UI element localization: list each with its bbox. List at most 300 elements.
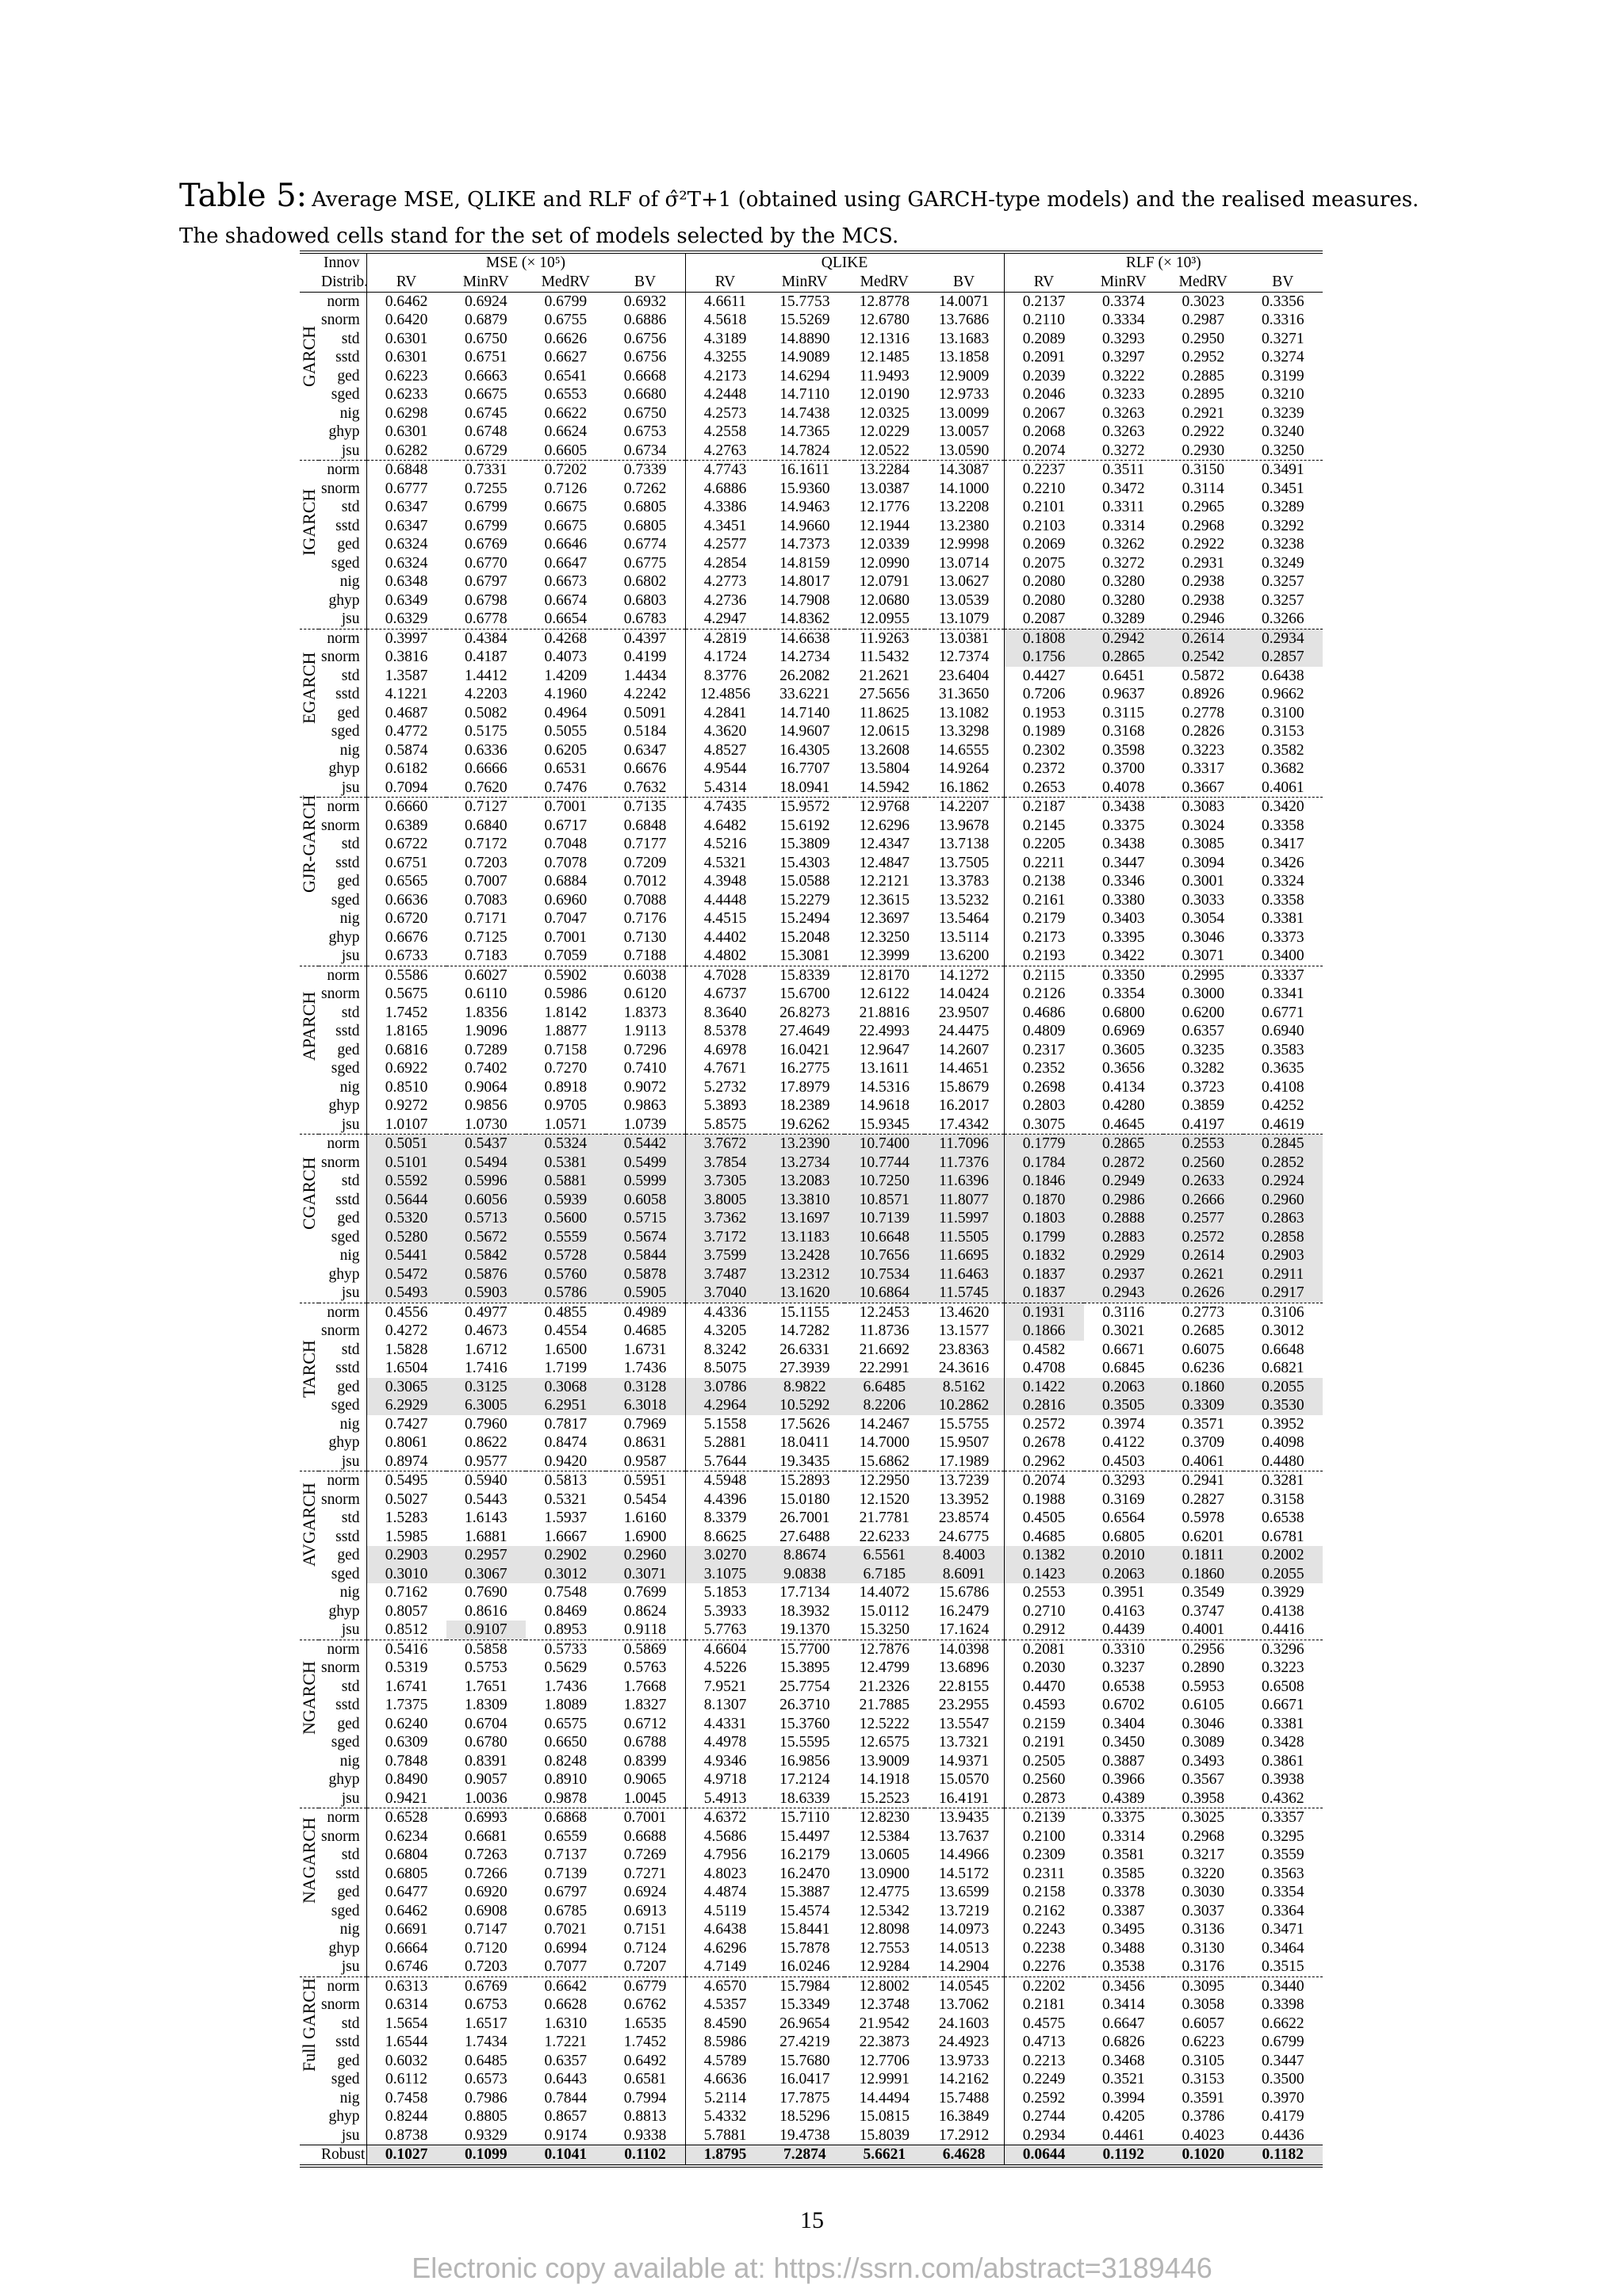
value-cell: 0.9174 (544, 2126, 588, 2144)
value-cell: 0.6803 (623, 591, 667, 609)
value-cell: 0.3380 (1101, 891, 1145, 909)
value-cell: 0.6922 (385, 1060, 428, 1077)
value-cell: 0.6581 (623, 2071, 667, 2087)
value-cell: 0.2030 (1004, 1659, 1084, 1678)
value-cell: 14.1000 (938, 480, 990, 497)
value-cell: 14.8890 (779, 330, 830, 347)
value-cell: 0.6282 (385, 442, 428, 459)
value-cell: 0.2039 (1004, 367, 1084, 386)
value-cell: 0.5674 (606, 1228, 686, 1247)
value-cell: 0.3583 (1261, 1041, 1304, 1058)
value-cell: 0.5644 (366, 1191, 446, 1210)
value-cell: 0.3581 (1101, 1846, 1145, 1863)
value-cell: 0.2161 (1004, 891, 1084, 910)
value-cell: 0.2542 (1163, 648, 1243, 667)
col-medrv: MedRV (845, 273, 925, 293)
distribution-cell: ged (319, 535, 366, 554)
table-row (300, 330, 1323, 349)
value-cell: 1.5985 (385, 1528, 428, 1545)
value-cell: 11.8736 (859, 1322, 910, 1339)
value-cell: 13.3810 (765, 1191, 845, 1210)
table-row (300, 1096, 1323, 1115)
col-rv: RV (1004, 273, 1084, 293)
value-cell: 8.4590 (685, 2015, 765, 2034)
value-cell: 11.7376 (925, 1154, 1005, 1173)
value-cell: 0.3493 (1182, 1752, 1225, 1770)
value-cell: 16.0417 (779, 2071, 830, 2087)
value-cell: 3.7599 (685, 1246, 765, 1265)
robust-label: Robust (319, 2145, 366, 2166)
value-cell: 1.5937 (544, 1510, 588, 1526)
value-cell: 0.1832 (1004, 1246, 1084, 1265)
value-cell: 26.7001 (779, 1510, 830, 1526)
value-cell: 24.3616 (938, 1360, 990, 1376)
value-cell: 16.2479 (938, 1602, 990, 1620)
distribution-cell: ghyp (319, 591, 366, 610)
value-cell: 0.3239 (1261, 404, 1304, 422)
value-cell: 0.2210 (1004, 480, 1084, 499)
value-cell: 4.9718 (685, 1770, 765, 1789)
distribution-cell: sstd (319, 517, 366, 536)
value-cell: 13.0900 (859, 1865, 910, 1882)
value-cell: 0.3317 (1182, 760, 1225, 777)
value-cell: 0.8248 (544, 1752, 588, 1770)
value-cell: 5.2881 (685, 1433, 765, 1452)
value-cell: 9.0838 (765, 1565, 845, 1584)
value-cell: 0.2075 (1004, 554, 1084, 573)
value-cell: 0.6753 (464, 1996, 508, 2013)
value-cell: 0.6660 (366, 798, 446, 817)
value-cell: 0.6309 (385, 1734, 428, 1751)
value-cell: 10.7139 (845, 1209, 925, 1228)
value-cell: 0.3786 (1182, 2108, 1225, 2125)
value-cell: 1.0571 (544, 1115, 588, 1133)
value-cell: 0.3238 (1261, 536, 1304, 553)
value-cell: 14.8362 (779, 610, 830, 627)
value-cell: 0.6057 (1182, 2015, 1225, 2032)
table-row (300, 572, 1323, 591)
value-cell: 0.5559 (526, 1228, 606, 1247)
value-cell: 0.5437 (446, 1135, 527, 1154)
table-row (300, 1996, 1323, 2015)
value-cell: 0.2158 (1004, 1883, 1084, 1902)
value-cell: 0.6802 (623, 573, 667, 590)
value-cell: 13.9733 (938, 2052, 990, 2069)
table-row (300, 1022, 1323, 1041)
value-cell: 0.6769 (464, 536, 508, 553)
value-cell: 0.2137 (1004, 292, 1084, 311)
value-cell: 14.4494 (859, 2089, 910, 2107)
value-cell: 1.6667 (544, 1528, 588, 1545)
distribution-cell: jsu (319, 2126, 366, 2145)
value-cell: 12.6780 (859, 312, 910, 328)
value-cell: 0.3296 (1243, 1640, 1323, 1659)
table-row (300, 1378, 1323, 1397)
value-cell: 0.7127 (446, 798, 527, 817)
value-cell: 4.3205 (685, 1322, 765, 1341)
value-cell: 0.3723 (1182, 1078, 1225, 1096)
value-cell: 4.7956 (685, 1846, 765, 1865)
value-cell: 5.7763 (685, 1621, 765, 1640)
value-cell: 0.9878 (544, 1789, 588, 1807)
table-row (300, 423, 1323, 442)
robust-spacer (300, 2145, 319, 2166)
value-cell: 4.9544 (685, 760, 765, 779)
value-cell: 4.4978 (685, 1733, 765, 1752)
value-cell: 0.4362 (1261, 1789, 1304, 1807)
distribution-cell: sged (319, 1059, 366, 1078)
value-cell: 21.8816 (859, 1004, 910, 1021)
value-cell: 0.3378 (1101, 1884, 1145, 1900)
value-cell: 0.3293 (1084, 1471, 1164, 1490)
distrib-header: Distrib. (319, 273, 366, 293)
value-cell: 0.6848 (623, 817, 667, 834)
value-cell: 1.7452 (623, 2034, 667, 2050)
distribution-cell: jsu (319, 1621, 366, 1640)
value-cell: 3.7172 (685, 1228, 765, 1247)
value-cell: 0.4470 (1004, 1678, 1084, 1697)
value-cell: 18.6339 (779, 1789, 830, 1807)
value-cell: 0.6924 (623, 1884, 667, 1900)
value-cell: 24.6775 (938, 1528, 990, 1545)
value-cell: 14.2607 (938, 1041, 990, 1058)
value-cell: 0.6462 (385, 1902, 428, 1919)
distribution-cell: std (319, 667, 366, 686)
value-cell: 0.7458 (385, 2089, 428, 2107)
value-cell: 4.7671 (685, 1059, 765, 1078)
robust-value-cell: 0.1102 (606, 2145, 686, 2166)
value-cell: 1.6881 (464, 1528, 508, 1545)
value-cell: 0.6704 (464, 1715, 508, 1732)
value-cell: 0.6676 (623, 760, 667, 777)
value-cell: 0.3495 (1101, 1921, 1145, 1938)
table-row (300, 741, 1323, 760)
value-cell: 0.6780 (464, 1734, 508, 1751)
value-cell: 0.5999 (606, 1172, 686, 1191)
distribution-cell: sstd (319, 1022, 366, 1041)
value-cell: 4.6636 (685, 2070, 765, 2089)
value-cell: 12.7553 (859, 1939, 910, 1957)
value-cell: 0.3314 (1101, 517, 1145, 534)
table-row (300, 1415, 1323, 1434)
value-cell: 0.2080 (1004, 591, 1084, 610)
value-cell: 0.6675 (464, 386, 508, 403)
value-cell: 22.2991 (859, 1360, 910, 1376)
value-cell: 5.8575 (685, 1115, 765, 1135)
value-cell: 1.5283 (385, 1510, 428, 1526)
value-cell: 0.7848 (385, 1752, 428, 1770)
value-cell: 0.3000 (1182, 985, 1225, 1002)
value-cell: 0.3505 (1084, 1396, 1164, 1415)
table-row (300, 1696, 1323, 1715)
value-cell: 13.1683 (938, 330, 990, 347)
value-cell: 0.2063 (1084, 1378, 1164, 1397)
value-cell: 0.7176 (623, 910, 667, 927)
value-cell: 0.4134 (1101, 1078, 1145, 1096)
value-cell: 10.7400 (845, 1135, 925, 1154)
value-cell: 0.2938 (1182, 591, 1225, 609)
value-cell: 0.6745 (464, 404, 508, 422)
value-cell: 16.3849 (938, 2108, 990, 2125)
value-cell: 0.5600 (526, 1209, 606, 1228)
value-cell: 0.6751 (385, 854, 428, 871)
table-row (300, 1939, 1323, 1958)
value-cell: 4.2448 (685, 385, 765, 404)
value-cell: 17.5626 (779, 1415, 830, 1433)
value-cell: 0.6654 (544, 610, 588, 627)
value-cell: 13.9435 (925, 1808, 1005, 1827)
value-cell: 0.2852 (1243, 1154, 1323, 1173)
value-cell: 4.9346 (685, 1752, 765, 1771)
value-cell: 0.3309 (1163, 1396, 1243, 1415)
value-cell: 0.2827 (1182, 1490, 1225, 1508)
table-row (300, 610, 1323, 629)
value-cell: 4.6611 (685, 292, 765, 311)
value-cell: 0.8974 (385, 1452, 428, 1470)
distribution-cell: sged (319, 1396, 366, 1415)
distribution-cell: snorm (319, 1154, 366, 1173)
value-cell: 0.1784 (1004, 1154, 1084, 1173)
value-cell: 0.6626 (544, 330, 588, 347)
value-cell: 0.3700 (1101, 760, 1145, 777)
value-cell: 1.6731 (623, 1341, 667, 1358)
value-cell: 0.3280 (1101, 591, 1145, 609)
value-cell: 0.6528 (366, 1808, 446, 1827)
table-row (300, 1509, 1323, 1528)
distribution-cell: ghyp (319, 760, 366, 779)
value-cell: 0.8622 (464, 1434, 508, 1451)
value-cell: 0.6816 (385, 1041, 428, 1058)
value-cell: 0.3024 (1182, 817, 1225, 834)
value-cell: 0.4461 (1101, 2126, 1145, 2144)
value-cell: 0.4023 (1182, 2126, 1225, 2144)
value-cell: 27.4219 (779, 2034, 830, 2050)
value-cell: 8.8674 (765, 1546, 845, 1565)
value-cell: 14.1272 (925, 966, 1005, 985)
value-cell: 0.3970 (1261, 2089, 1304, 2107)
value-cell: 0.3295 (1261, 1827, 1304, 1845)
value-cell: 0.6451 (1101, 667, 1145, 684)
value-cell: 15.3809 (779, 836, 830, 852)
value-cell: 13.2380 (938, 517, 990, 534)
value-cell: 0.6565 (385, 873, 428, 890)
value-cell: 0.7083 (464, 891, 508, 909)
value-cell: 0.4416 (1261, 1621, 1304, 1638)
value-cell: 0.7048 (544, 836, 588, 852)
value-cell: 0.3128 (606, 1378, 686, 1397)
value-cell: 4.4396 (685, 1490, 765, 1510)
value-cell: 0.2145 (1004, 817, 1084, 836)
model-name: NAGARCH (299, 1816, 319, 1904)
value-cell: 12.6575 (859, 1734, 910, 1751)
distribution-cell: norm (319, 1303, 366, 1322)
value-cell: 4.7028 (685, 966, 765, 985)
value-cell: 0.3223 (1182, 741, 1225, 759)
value-cell: 0.6622 (544, 404, 588, 422)
table-header (300, 252, 1323, 292)
value-cell: 31.3650 (938, 686, 990, 702)
value-cell: 23.6404 (938, 667, 990, 684)
value-cell: 1.7436 (623, 1360, 667, 1376)
value-cell: 13.7239 (925, 1471, 1005, 1490)
value-cell: 0.2080 (1004, 572, 1084, 591)
value-cell: 17.2912 (938, 2126, 990, 2144)
value-cell: 0.6940 (1261, 1023, 1304, 1039)
value-cell: 14.0545 (925, 1976, 1005, 1996)
value-cell: 0.4061 (1182, 1452, 1225, 1470)
value-cell: 6.2951 (526, 1396, 606, 1415)
value-cell: 0.7410 (623, 1060, 667, 1077)
distribution-cell: nig (319, 1415, 366, 1434)
distribution-cell: sged (319, 891, 366, 910)
value-cell: 0.5592 (366, 1172, 446, 1191)
value-cell: 4.4331 (685, 1715, 765, 1734)
value-cell: 14.0071 (938, 293, 990, 310)
value-cell: 0.3310 (1084, 1640, 1164, 1659)
value-cell: 12.7706 (859, 2052, 910, 2069)
value-cell: 12.3748 (859, 1996, 910, 2013)
value-cell: 0.3263 (1101, 404, 1145, 422)
distribution-cell: std (319, 835, 366, 854)
value-cell: 0.6538 (1101, 1678, 1145, 1695)
value-cell: 0.3153 (1261, 723, 1304, 740)
value-cell: 0.6932 (623, 293, 667, 310)
value-cell: 13.7637 (938, 1827, 990, 1845)
value-cell: 14.6555 (938, 741, 990, 759)
table-row (300, 704, 1323, 723)
value-cell: 0.7960 (464, 1415, 508, 1433)
value-cell: 0.6756 (623, 349, 667, 365)
table-row (300, 817, 1323, 836)
value-cell: 15.7680 (779, 2052, 830, 2069)
value-cell: 12.5342 (859, 1902, 910, 1919)
value-cell: 0.6821 (1261, 1360, 1304, 1376)
table-row (300, 2015, 1323, 2034)
value-cell: 0.3364 (1261, 1902, 1304, 1919)
model-group-label (300, 1135, 319, 1303)
distribution-cell: sstd (319, 1696, 366, 1715)
distribution-cell: norm (319, 1976, 366, 1996)
value-cell: 0.6605 (544, 442, 588, 459)
value-cell: 10.5292 (765, 1396, 845, 1415)
value-cell: 0.2068 (1004, 423, 1084, 442)
value-cell: 4.3386 (685, 498, 765, 517)
value-cell: 0.3249 (1261, 554, 1304, 572)
table-row (300, 1471, 1323, 1490)
value-cell: 15.0112 (859, 1602, 910, 1620)
value-cell: 13.3298 (938, 723, 990, 740)
value-cell: 0.2968 (1182, 1827, 1225, 1845)
value-cell: 3.7362 (685, 1209, 765, 1228)
value-cell: 0.3404 (1101, 1715, 1145, 1732)
value-cell: 15.3250 (859, 1621, 910, 1638)
distribution-cell: ged (319, 704, 366, 723)
value-cell: 0.4645 (1101, 1115, 1145, 1133)
value-cell: 0.7147 (464, 1921, 508, 1938)
value-cell: 0.6443 (544, 2071, 588, 2087)
value-cell: 0.3559 (1261, 1846, 1304, 1863)
value-cell: 0.4272 (385, 1322, 428, 1339)
value-cell: 15.2048 (779, 928, 830, 946)
value-cell: 0.3100 (1261, 704, 1304, 721)
value-cell: 4.1221 (385, 686, 428, 702)
table-row (300, 2033, 1323, 2052)
value-cell: 0.4977 (446, 1303, 527, 1322)
value-cell: 0.2929 (1084, 1246, 1164, 1265)
model-group-label (299, 794, 319, 966)
value-cell: 4.8023 (685, 1865, 765, 1884)
value-cell: 0.2633 (1163, 1172, 1243, 1191)
value-cell: 13.7062 (938, 1996, 990, 2013)
value-cell: 4.2573 (685, 404, 765, 423)
value-cell: 24.1603 (938, 2015, 990, 2032)
results-table (300, 251, 1323, 2168)
value-cell: 0.2572 (1004, 1415, 1084, 1434)
table-row (300, 1115, 1323, 1135)
distribution-cell: ghyp (319, 1939, 366, 1958)
value-cell: 0.3058 (1182, 1996, 1225, 2013)
value-cell: 0.2181 (1004, 1996, 1084, 2015)
value-cell: 0.9072 (623, 1078, 667, 1096)
value-cell: 21.2326 (859, 1678, 910, 1695)
value-cell: 0.6420 (385, 312, 428, 328)
value-cell: 0.6675 (544, 517, 588, 534)
value-cell: 0.6485 (464, 2052, 508, 2069)
value-cell: 0.3030 (1182, 1884, 1225, 1900)
value-cell: 0.2938 (1182, 573, 1225, 590)
value-cell: 6.6485 (845, 1378, 925, 1397)
table-caption (179, 178, 1448, 254)
value-cell: 0.9856 (464, 1097, 508, 1114)
value-cell: 0.2173 (1004, 928, 1084, 947)
value-cell: 0.1808 (1004, 629, 1084, 648)
value-cell: 0.5869 (606, 1640, 686, 1659)
value-cell: 15.7110 (765, 1808, 845, 1827)
value-cell: 0.3538 (1101, 1958, 1145, 1975)
model-name: GARCH (299, 326, 319, 388)
distribution-cell: sged (319, 2070, 366, 2089)
value-cell: 0.7476 (544, 779, 588, 796)
value-cell: 0.3271 (1261, 330, 1304, 347)
value-cell: 18.2389 (779, 1097, 830, 1114)
value-cell: 0.3176 (1182, 1958, 1225, 1975)
value-cell: 0.3530 (1243, 1396, 1323, 1415)
value-cell: 1.5654 (385, 2015, 428, 2032)
value-cell: 15.9360 (779, 480, 830, 497)
value-cell: 0.3272 (1101, 554, 1145, 572)
value-cell: 13.3783 (938, 873, 990, 890)
value-cell: 12.0680 (859, 591, 910, 609)
value-cell: 0.4687 (385, 704, 428, 721)
value-cell: 15.0588 (779, 873, 830, 890)
value-cell: 23.9507 (938, 1004, 990, 1021)
value-cell: 0.6712 (623, 1715, 667, 1732)
value-cell: 0.3682 (1261, 760, 1304, 777)
value-cell: 1.8877 (544, 1023, 588, 1039)
value-cell: 0.3071 (1182, 947, 1225, 964)
value-cell: 0.6681 (464, 1827, 508, 1845)
value-cell: 0.2863 (1243, 1209, 1323, 1228)
value-cell: 18.5296 (779, 2108, 830, 2125)
value-cell: 0.6805 (623, 517, 667, 534)
value-cell: 0.6559 (544, 1827, 588, 1845)
model-name: NGARCH (299, 1661, 319, 1735)
value-cell: 15.3349 (779, 1996, 830, 2013)
value-cell: 0.2937 (1084, 1265, 1164, 1284)
value-cell: 0.3747 (1182, 1602, 1225, 1620)
value-cell: 13.9009 (859, 1752, 910, 1770)
model-group-label (300, 1640, 319, 1808)
